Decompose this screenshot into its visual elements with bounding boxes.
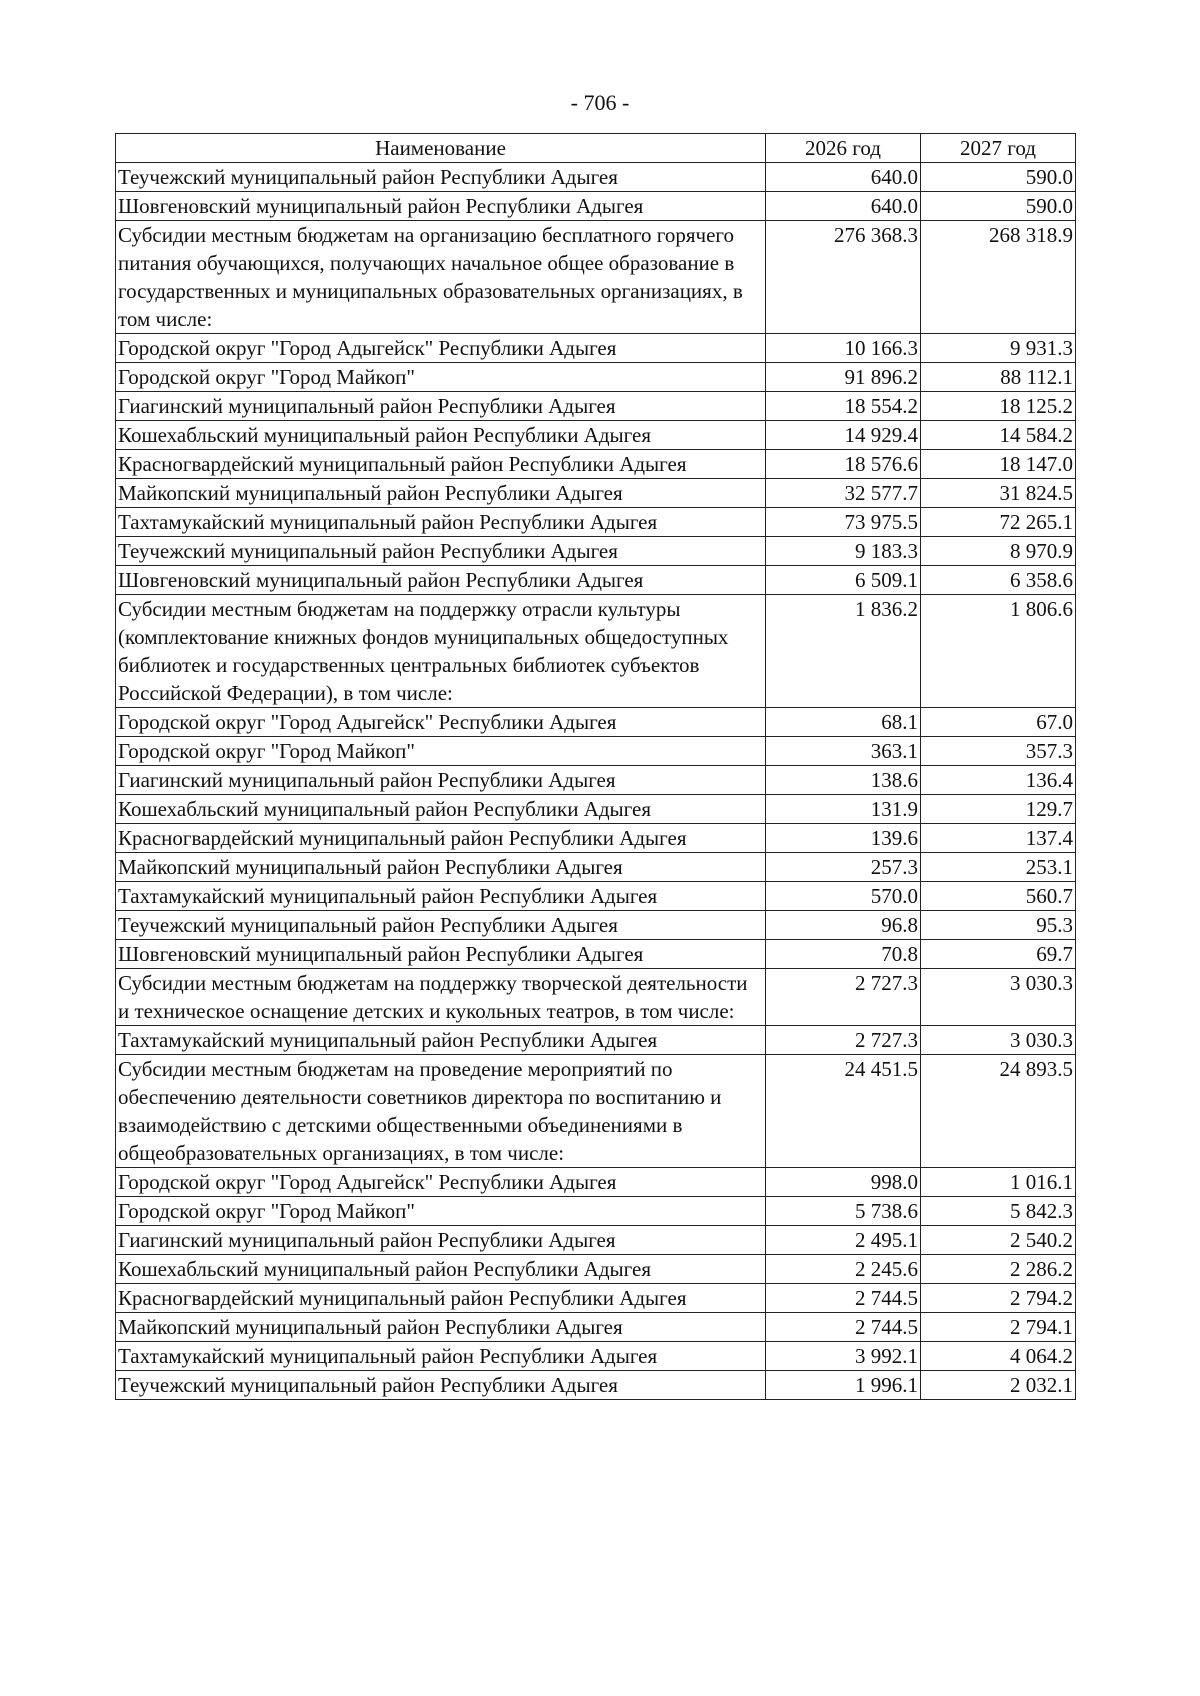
row-name-cell: Теучежский муниципальный район Республики Адыгея xyxy=(116,1371,766,1400)
row-value-2027: 31 824.5 xyxy=(921,479,1076,508)
row-name-cell: Субсидии местным бюджетам на поддержку творческой деятельности и техническое оснащение детских и кукольных театров, в том числе: xyxy=(116,969,766,1026)
row-value-2027: 2 794.1 xyxy=(921,1313,1076,1342)
row-value-2026: 998.0 xyxy=(766,1168,921,1197)
table-row xyxy=(116,853,1076,882)
row-value-2027: 9 931.3 xyxy=(921,334,1076,363)
row-name-cell: Гиагинский муниципальный район Республики Адыгея xyxy=(116,766,766,795)
row-name-cell: Тахтамукайский муниципальный район Республики Адыгея xyxy=(116,1026,766,1055)
row-name-cell: Шовгеновский муниципальный район Республики Адыгея xyxy=(116,940,766,969)
table-row xyxy=(116,508,1076,537)
header-2027: 2027 год xyxy=(921,134,1076,163)
row-value-2026: 640.0 xyxy=(766,163,921,192)
row-value-2027: 6 358.6 xyxy=(921,566,1076,595)
table-row xyxy=(116,479,1076,508)
row-name-cell: Майкопский муниципальный район Республики Адыгея xyxy=(116,479,766,508)
row-name-cell: Красногвардейский муниципальный район Республики Адыгея xyxy=(116,1284,766,1313)
row-value-2026: 2 744.5 xyxy=(766,1313,921,1342)
row-value-2027: 69.7 xyxy=(921,940,1076,969)
row-value-2026: 5 738.6 xyxy=(766,1197,921,1226)
row-value-2027: 4 064.2 xyxy=(921,1342,1076,1371)
table-row xyxy=(116,882,1076,911)
row-name-cell: Тахтамукайский муниципальный район Республики Адыгея xyxy=(116,1342,766,1371)
table-row xyxy=(116,192,1076,221)
row-value-2026: 257.3 xyxy=(766,853,921,882)
row-value-2027: 18 147.0 xyxy=(921,450,1076,479)
row-value-2026: 70.8 xyxy=(766,940,921,969)
table-row xyxy=(116,911,1076,940)
row-value-2026: 68.1 xyxy=(766,708,921,737)
row-name-cell: Городской округ "Город Адыгейск" Республики Адыгея xyxy=(116,334,766,363)
table-row xyxy=(116,1284,1076,1313)
row-name-cell: Городской округ "Город Майкоп" xyxy=(116,1197,766,1226)
row-value-2026: 276 368.3 xyxy=(766,221,921,334)
row-name-cell: Городской округ "Город Адыгейск" Республики Адыгея xyxy=(116,708,766,737)
table-row xyxy=(116,824,1076,853)
row-value-2027: 268 318.9 xyxy=(921,221,1076,334)
row-value-2026: 131.9 xyxy=(766,795,921,824)
row-name-cell: Майкопский муниципальный район Республики Адыгея xyxy=(116,853,766,882)
row-value-2026: 91 896.2 xyxy=(766,363,921,392)
budget-table xyxy=(115,133,1076,1400)
row-value-2027: 560.7 xyxy=(921,882,1076,911)
row-name-cell: Теучежский муниципальный район Республики Адыгея xyxy=(116,537,766,566)
row-value-2027: 357.3 xyxy=(921,737,1076,766)
row-name-cell: Тахтамукайский муниципальный район Республики Адыгея xyxy=(116,508,766,537)
row-value-2026: 18 576.6 xyxy=(766,450,921,479)
row-value-2026: 1 836.2 xyxy=(766,595,921,708)
row-name-cell: Шовгеновский муниципальный район Республики Адыгея xyxy=(116,192,766,221)
row-name-cell: Субсидии местным бюджетам на организацию бесплатного горячего питания обучающихся, получающих начальное общее образование в государственных и муниципальных образовательных организациях, в том числе: xyxy=(116,221,766,334)
row-value-2026: 1 996.1 xyxy=(766,1371,921,1400)
row-value-2026: 363.1 xyxy=(766,737,921,766)
table-row xyxy=(116,1371,1076,1400)
row-value-2027: 129.7 xyxy=(921,795,1076,824)
table-row xyxy=(116,421,1076,450)
row-name-cell: Городской округ "Город Майкоп" xyxy=(116,737,766,766)
table-row xyxy=(116,1197,1076,1226)
header-2026: 2026 год xyxy=(766,134,921,163)
table-row xyxy=(116,1026,1076,1055)
table-row xyxy=(116,334,1076,363)
table-row xyxy=(116,940,1076,969)
table-row xyxy=(116,1342,1076,1371)
row-value-2027: 3 030.3 xyxy=(921,969,1076,1026)
row-value-2027: 24 893.5 xyxy=(921,1055,1076,1168)
row-value-2027: 88 112.1 xyxy=(921,363,1076,392)
row-name-cell: Майкопский муниципальный район Республики Адыгея xyxy=(116,1313,766,1342)
row-value-2026: 32 577.7 xyxy=(766,479,921,508)
table-row xyxy=(116,1226,1076,1255)
row-value-2026: 3 992.1 xyxy=(766,1342,921,1371)
table-row xyxy=(116,737,1076,766)
table-row xyxy=(116,363,1076,392)
table-row xyxy=(116,221,1076,334)
row-name-cell: Теучежский муниципальный район Республики Адыгея xyxy=(116,163,766,192)
row-value-2027: 72 265.1 xyxy=(921,508,1076,537)
header-name: Наименование xyxy=(116,134,766,163)
row-name-cell: Красногвардейский муниципальный район Республики Адыгея xyxy=(116,824,766,853)
table-row xyxy=(116,450,1076,479)
row-value-2027: 14 584.2 xyxy=(921,421,1076,450)
table-row xyxy=(116,1168,1076,1197)
row-value-2027: 2 032.1 xyxy=(921,1371,1076,1400)
row-value-2027: 2 286.2 xyxy=(921,1255,1076,1284)
row-value-2026: 640.0 xyxy=(766,192,921,221)
row-value-2027: 5 842.3 xyxy=(921,1197,1076,1226)
row-name-cell: Кошехабльский муниципальный район Республики Адыгея xyxy=(116,795,766,824)
row-name-cell: Городской округ "Город Адыгейск" Республики Адыгея xyxy=(116,1168,766,1197)
row-value-2027: 67.0 xyxy=(921,708,1076,737)
row-value-2026: 2 727.3 xyxy=(766,1026,921,1055)
row-value-2026: 10 166.3 xyxy=(766,334,921,363)
table-row xyxy=(116,969,1076,1026)
table-row xyxy=(116,1055,1076,1168)
table-row xyxy=(116,595,1076,708)
row-value-2026: 2 727.3 xyxy=(766,969,921,1026)
row-value-2026: 6 509.1 xyxy=(766,566,921,595)
row-value-2027: 1 806.6 xyxy=(921,595,1076,708)
row-name-cell: Гиагинский муниципальный район Республики Адыгея xyxy=(116,392,766,421)
row-value-2027: 3 030.3 xyxy=(921,1026,1076,1055)
row-value-2026: 24 451.5 xyxy=(766,1055,921,1168)
table-header-row xyxy=(116,134,1076,163)
row-value-2026: 14 929.4 xyxy=(766,421,921,450)
row-name-cell: Субсидии местным бюджетам на проведение мероприятий по обеспечению деятельности советников директора по воспитанию и взаимодействию с детскими общественными объединениями в общеобразовательных организациях, в том числе: xyxy=(116,1055,766,1168)
table-row xyxy=(116,537,1076,566)
row-value-2026: 2 495.1 xyxy=(766,1226,921,1255)
page-number: - 706 - xyxy=(570,90,630,115)
row-name-cell: Теучежский муниципальный район Республики Адыгея xyxy=(116,911,766,940)
row-value-2027: 136.4 xyxy=(921,766,1076,795)
row-value-2026: 138.6 xyxy=(766,766,921,795)
row-name-cell: Кошехабльский муниципальный район Республики Адыгея xyxy=(116,421,766,450)
row-name-cell: Кошехабльский муниципальный район Республики Адыгея xyxy=(116,1255,766,1284)
table-row xyxy=(116,392,1076,421)
row-value-2026: 9 183.3 xyxy=(766,537,921,566)
row-value-2026: 96.8 xyxy=(766,911,921,940)
row-value-2027: 590.0 xyxy=(921,192,1076,221)
row-value-2026: 2 744.5 xyxy=(766,1284,921,1313)
table-row xyxy=(116,1255,1076,1284)
row-name-cell: Красногвардейский муниципальный район Республики Адыгея xyxy=(116,450,766,479)
table-row xyxy=(116,566,1076,595)
table-row xyxy=(116,708,1076,737)
row-value-2026: 73 975.5 xyxy=(766,508,921,537)
row-value-2027: 1 016.1 xyxy=(921,1168,1076,1197)
row-name-cell: Тахтамукайский муниципальный район Республики Адыгея xyxy=(116,882,766,911)
table-row xyxy=(116,1313,1076,1342)
table-row xyxy=(116,795,1076,824)
row-name-cell: Городской округ "Город Майкоп" xyxy=(116,363,766,392)
row-value-2027: 2 540.2 xyxy=(921,1226,1076,1255)
row-value-2027: 253.1 xyxy=(921,853,1076,882)
table-row xyxy=(116,163,1076,192)
row-value-2027: 2 794.2 xyxy=(921,1284,1076,1313)
row-name-cell: Гиагинский муниципальный район Республики Адыгея xyxy=(116,1226,766,1255)
row-value-2027: 18 125.2 xyxy=(921,392,1076,421)
row-value-2027: 8 970.9 xyxy=(921,537,1076,566)
row-value-2026: 18 554.2 xyxy=(766,392,921,421)
row-value-2027: 590.0 xyxy=(921,163,1076,192)
row-name-cell: Шовгеновский муниципальный район Республики Адыгея xyxy=(116,566,766,595)
row-value-2026: 2 245.6 xyxy=(766,1255,921,1284)
row-name-cell: Субсидии местным бюджетам на поддержку отрасли культуры (комплектование книжных фондов муниципальных общедоступных библиотек и государственных центральных библиотек субъектов Российской Федерации), в том числе: xyxy=(116,595,766,708)
row-value-2027: 95.3 xyxy=(921,911,1076,940)
row-value-2026: 570.0 xyxy=(766,882,921,911)
table-row xyxy=(116,766,1076,795)
row-value-2027: 137.4 xyxy=(921,824,1076,853)
row-value-2026: 139.6 xyxy=(766,824,921,853)
